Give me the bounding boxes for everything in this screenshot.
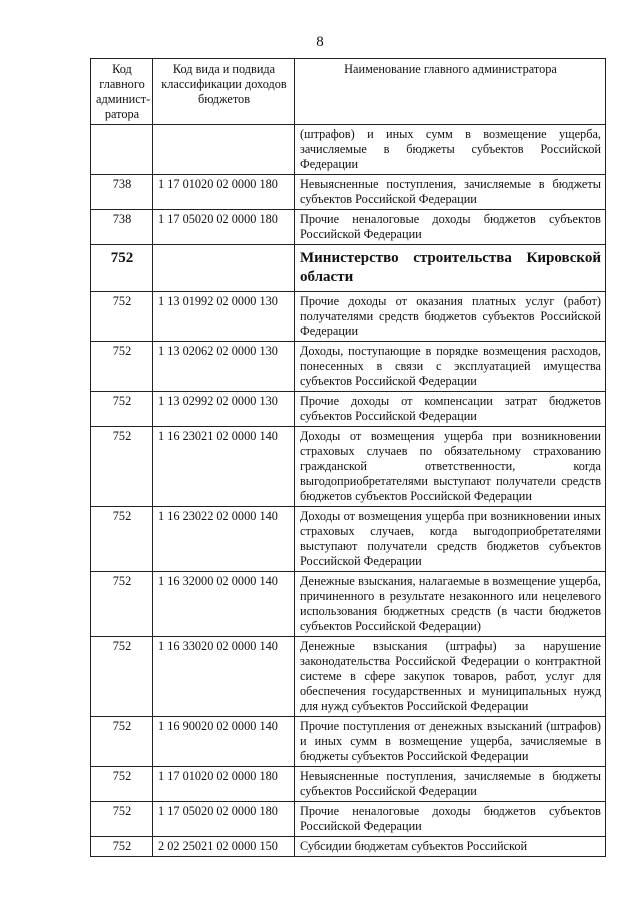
admin-code-cell: 752 bbox=[91, 342, 153, 392]
revenue-code-cell: 1 16 33020 02 0000 140 bbox=[153, 637, 295, 717]
admin-name-cell: Прочие поступления от денежных взысканий (штрафов) и иных сумм в возмещение ущерба, зачисляемые в бюджеты субъектов Российской Федерации bbox=[295, 717, 606, 767]
revenue-code-cell: 1 17 01020 02 0000 180 bbox=[153, 175, 295, 210]
revenue-code-cell bbox=[153, 245, 295, 292]
table-row bbox=[91, 210, 606, 245]
revenue-code-cell: 1 13 01992 02 0000 130 bbox=[153, 292, 295, 342]
admin-name-cell: (штрафов) и иных сумм в возмещение ущерба, зачисляемые в бюджеты субъектов Российской Федерации bbox=[295, 125, 606, 175]
header-revenue-code: Код вида и подвида классификации доходов бюджетов bbox=[153, 59, 295, 125]
admin-code-cell: 752 bbox=[91, 802, 153, 837]
table-row bbox=[91, 342, 606, 392]
admin-code-cell: 752 bbox=[91, 717, 153, 767]
revenue-administrators-table bbox=[90, 58, 606, 857]
table-row bbox=[91, 125, 606, 175]
admin-name-cell: Министерство строительства Кировской области bbox=[295, 245, 606, 292]
header-admin-code: Код главного админист-ратора bbox=[91, 59, 153, 125]
revenue-code-cell: 1 17 01020 02 0000 180 bbox=[153, 767, 295, 802]
admin-code-cell bbox=[91, 125, 153, 175]
revenue-code-cell: 1 16 23022 02 0000 140 bbox=[153, 507, 295, 572]
table-header-row bbox=[91, 59, 606, 125]
table-row bbox=[91, 427, 606, 507]
revenue-code-cell bbox=[153, 125, 295, 175]
revenue-code-cell: 1 16 90020 02 0000 140 bbox=[153, 717, 295, 767]
revenue-code-cell: 1 16 32000 02 0000 140 bbox=[153, 572, 295, 637]
admin-code-cell: 738 bbox=[91, 210, 153, 245]
admin-code-cell: 752 bbox=[91, 245, 153, 292]
table-row bbox=[91, 572, 606, 637]
admin-code-cell: 752 bbox=[91, 637, 153, 717]
admin-name-cell: Денежные взыскания (штрафы) за нарушение законодательства Российской Федерации о контрактной системе в сфере закупок товаров, работ, услуг для обеспечения государственных и муниципальных нужд для нужд субъектов Российской Федерации bbox=[295, 637, 606, 717]
admin-name-cell: Невыясненные поступления, зачисляемые в бюджеты субъектов Российской Федерации bbox=[295, 767, 606, 802]
admin-code-cell: 752 bbox=[91, 837, 153, 857]
header-admin-name: Наименование главного администратора bbox=[295, 59, 606, 125]
revenue-code-cell: 2 02 25021 02 0000 150 bbox=[153, 837, 295, 857]
table-row bbox=[91, 175, 606, 210]
table-row bbox=[91, 392, 606, 427]
admin-name-cell: Невыясненные поступления, зачисляемые в бюджеты субъектов Российской Федерации bbox=[295, 175, 606, 210]
ministry-row bbox=[91, 245, 606, 292]
table-row bbox=[91, 637, 606, 717]
table-row bbox=[91, 292, 606, 342]
admin-code-cell: 752 bbox=[91, 572, 153, 637]
revenue-code-cell: 1 17 05020 02 0000 180 bbox=[153, 802, 295, 837]
table-row bbox=[91, 507, 606, 572]
revenue-code-cell: 1 16 23021 02 0000 140 bbox=[153, 427, 295, 507]
admin-name-cell: Прочие доходы от оказания платных услуг (работ) получателями средств бюджетов субъектов Российской Федерации bbox=[295, 292, 606, 342]
page-number: 8 bbox=[316, 34, 324, 50]
admin-name-cell: Доходы от возмещения ущерба при возникновении иных страховых случаев, когда выгодоприобретателями выступают получатели средств бюджетов субъектов Российской Федерации bbox=[295, 507, 606, 572]
table-row bbox=[91, 802, 606, 837]
table-row bbox=[91, 717, 606, 767]
admin-name-cell: Доходы, поступающие в порядке возмещения расходов, понесенных в связи с эксплуатацией имущества субъектов Российской Федерации bbox=[295, 342, 606, 392]
admin-code-cell: 752 bbox=[91, 767, 153, 802]
admin-code-cell: 738 bbox=[91, 175, 153, 210]
table-row bbox=[91, 767, 606, 802]
admin-code-cell: 752 bbox=[91, 507, 153, 572]
revenue-code-cell: 1 17 05020 02 0000 180 bbox=[153, 210, 295, 245]
revenue-code-cell: 1 13 02992 02 0000 130 bbox=[153, 392, 295, 427]
admin-name-cell: Прочие неналоговые доходы бюджетов субъектов Российской Федерации bbox=[295, 802, 606, 837]
admin-name-cell: Прочие неналоговые доходы бюджетов субъектов Российской Федерации bbox=[295, 210, 606, 245]
admin-code-cell: 752 bbox=[91, 292, 153, 342]
admin-name-cell: Доходы от возмещения ущерба при возникновении страховых случаев по обязательному страхованию гражданской ответственности, когда выгодоприобретателями выступают получатели средств бюджетов субъектов Российской Федерации bbox=[295, 427, 606, 507]
admin-code-cell: 752 bbox=[91, 392, 153, 427]
table-row bbox=[91, 837, 606, 857]
admin-name-cell: Прочие доходы от компенсации затрат бюджетов субъектов Российской Федерации bbox=[295, 392, 606, 427]
admin-name-cell: Субсидии бюджетам субъектов Российской bbox=[295, 837, 606, 857]
admin-code-cell: 752 bbox=[91, 427, 153, 507]
revenue-code-cell: 1 13 02062 02 0000 130 bbox=[153, 342, 295, 392]
admin-name-cell: Денежные взыскания, налагаемые в возмещение ущерба, причиненного в результате незаконного или нецелевого использования бюджетных средств (в части бюджетов субъектов Российской Федерации) bbox=[295, 572, 606, 637]
